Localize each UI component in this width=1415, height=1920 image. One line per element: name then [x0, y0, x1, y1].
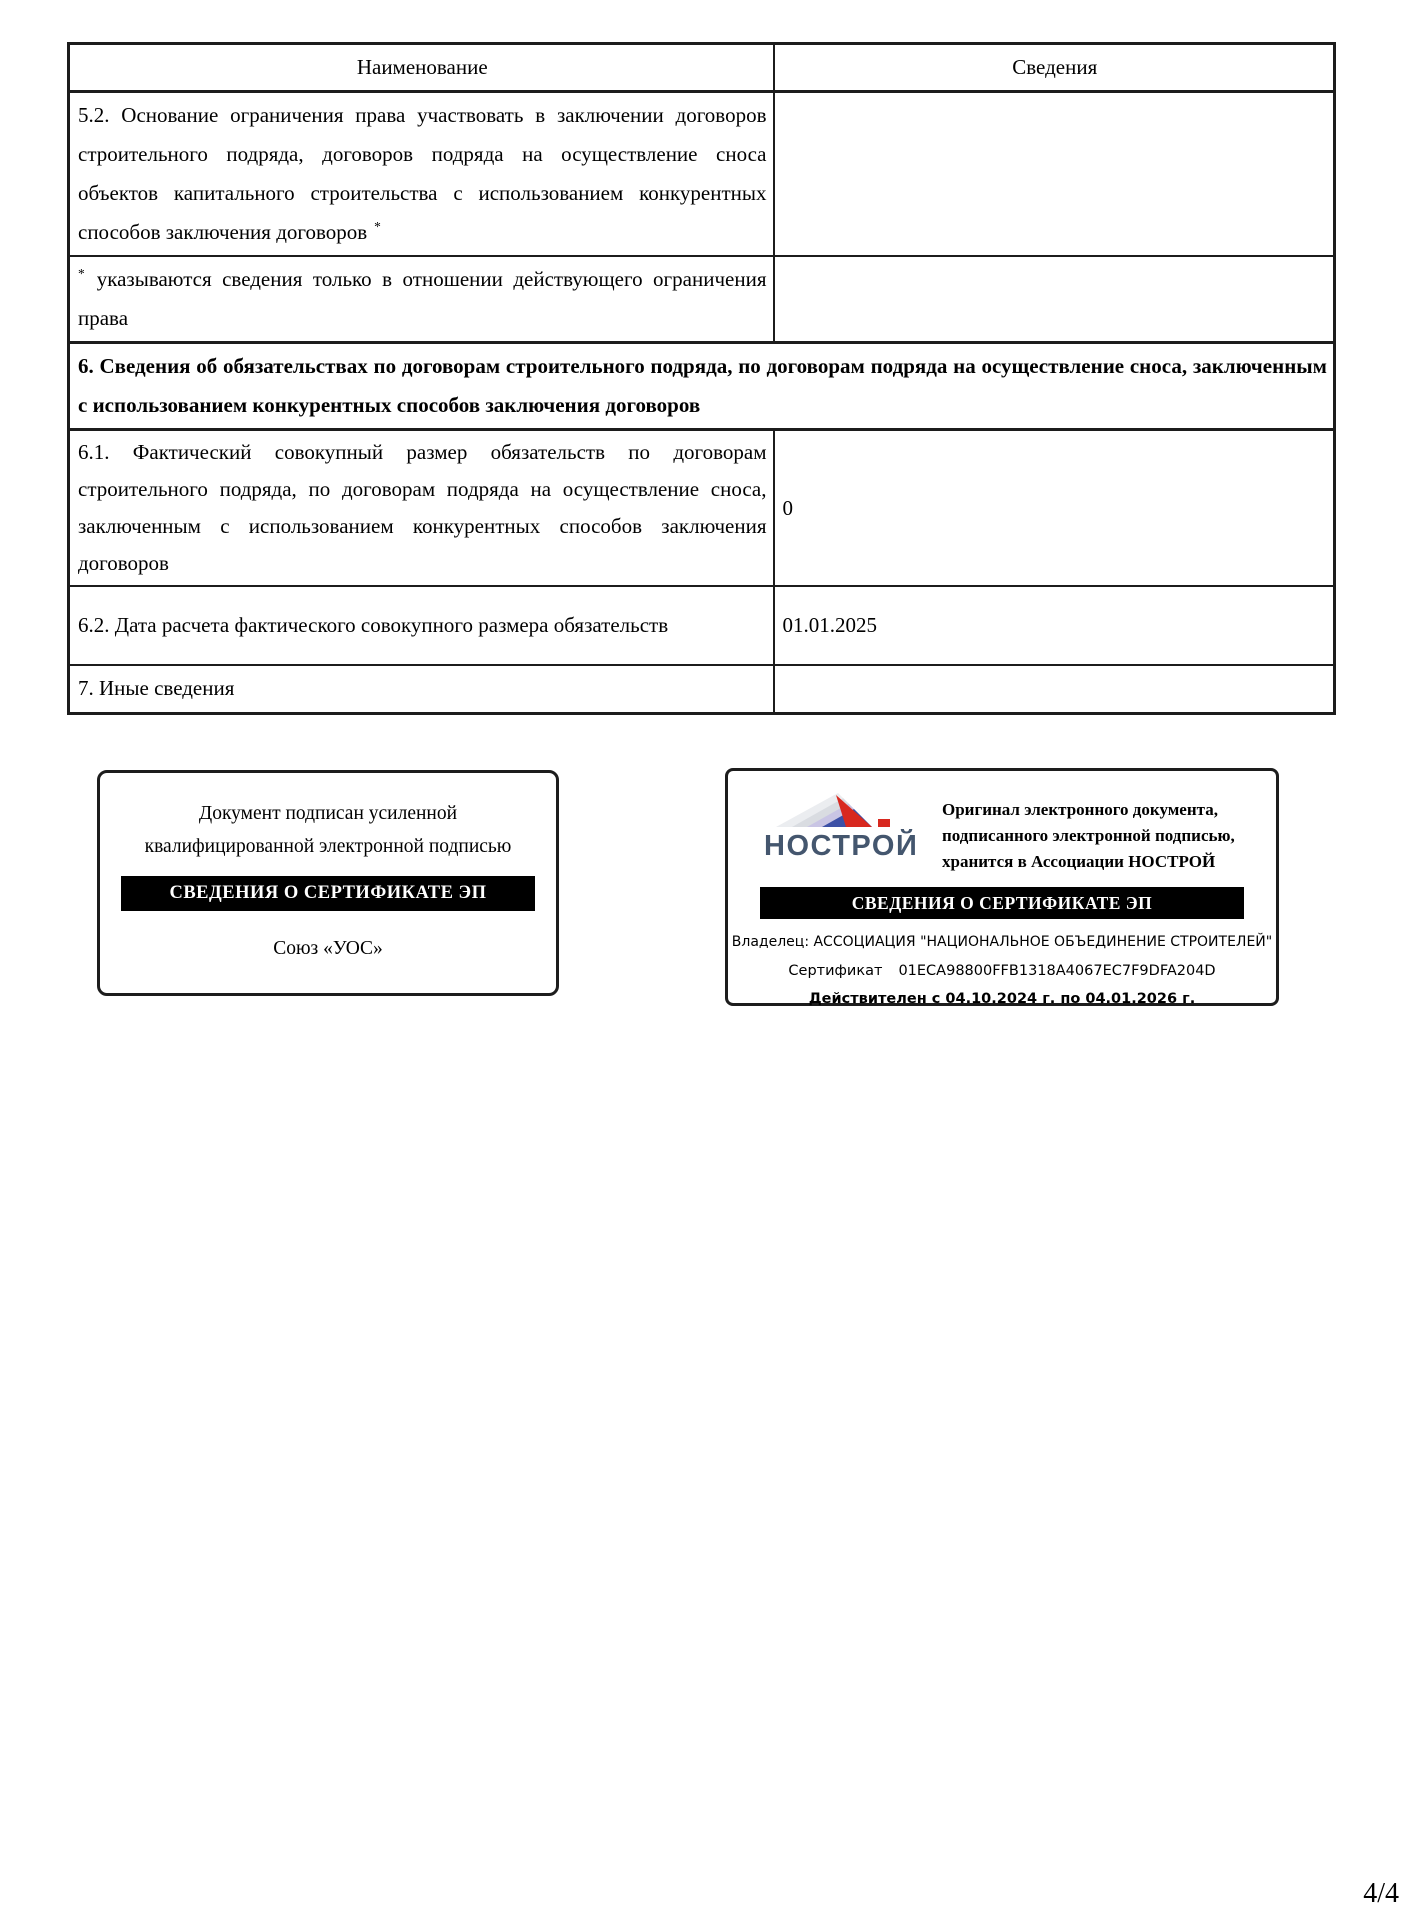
nostroy-brand-text: НОСТРОЙ [764, 830, 919, 862]
stamp-left-title: Документ подписан усиленной квалифицированной электронной подписью [144, 803, 512, 857]
table-row [69, 430, 1335, 587]
row-5-2-name [69, 92, 774, 257]
footnote-row-value [774, 256, 1335, 343]
nostroy-mountain-icon [772, 791, 912, 827]
table-row [69, 586, 1335, 665]
table-row [69, 256, 1335, 343]
row-6-2-name: 6.2. Дата расчета фактического совокупного размера обязательств [69, 586, 774, 665]
stamp-right-owner-line: Владелец: АССОЦИАЦИЯ "НАЦИОНАЛЬНОЕ ОБЪЕДИНЕНИЕ СТРОИТЕЛЕЙ" [731, 934, 1273, 950]
signature-stamp-right [725, 768, 1279, 1006]
signature-stamp-left [97, 770, 559, 996]
row-6-1-name: 6.1. Фактический совокупный размер обязательств по договорам строительного подряда, по договорам подряда на осуществление сноса, заключенным с использованием конкурентных способов заключения договоров [69, 430, 774, 587]
registry-info-table [67, 42, 1336, 715]
certificate-value: 01ECA98800FFB1318A4067EC7F9DFA204D [898, 963, 1216, 979]
row-6-2-value: 01.01.2025 [774, 586, 1335, 665]
column-header-value: Сведения [774, 44, 1335, 92]
row-6-1-value: 0 [774, 430, 1335, 587]
row-7-name: 7. Иные сведения [69, 665, 774, 713]
stamp-right-header [728, 771, 1276, 875]
footnote-asterisk: * [374, 219, 381, 234]
stamp-right-validity: Действителен с 04.10.2024 г. по 04.01.2026 г. [808, 991, 1196, 1007]
table-section-row [69, 343, 1335, 430]
footnote-text: указываются сведения только в отношении действующего ограничения права [78, 267, 767, 330]
stamp-right-note: Оригинал электронного документа, подписанного электронной подписью, хранится в Ассоциации НОСТРОЙ [942, 800, 1235, 871]
nostroy-logo [764, 791, 919, 863]
footnote-row-name [69, 256, 774, 343]
page-number: 4/4 [1363, 1878, 1399, 1909]
table-row [69, 92, 1335, 257]
stamp-right-certificate-line [728, 963, 1276, 979]
column-header-name: Наименование [69, 44, 774, 92]
row-5-2-value [774, 92, 1335, 257]
stamp-right-certificate-bar: СВЕДЕНИЯ О СЕРТИФИКАТЕ ЭП [760, 887, 1244, 919]
footnote-asterisk: * [78, 266, 85, 281]
stamp-left-owner: Союз «УОС» [273, 938, 383, 959]
section-6-title: 6. Сведения об обязательствах по договорам строительного подряда, по договорам подряда на осуществление сноса, заключенным с использованием конкурентных способов заключения договоров [69, 343, 1335, 430]
row-7-value [774, 665, 1335, 713]
table-header-row [69, 44, 1335, 92]
stamp-left-certificate-bar: СВЕДЕНИЯ О СЕРТИФИКАТЕ ЭП [121, 876, 535, 911]
row-5-2-text: 5.2. Основание ограничения права участвовать в заключении договоров строительного подряда, договоров подряда на осуществление сноса объектов капитального строительства с использованием конкурентных способов заключения договоров [78, 103, 767, 244]
certificate-label: Сертификат [788, 963, 883, 979]
table-row [69, 665, 1335, 713]
